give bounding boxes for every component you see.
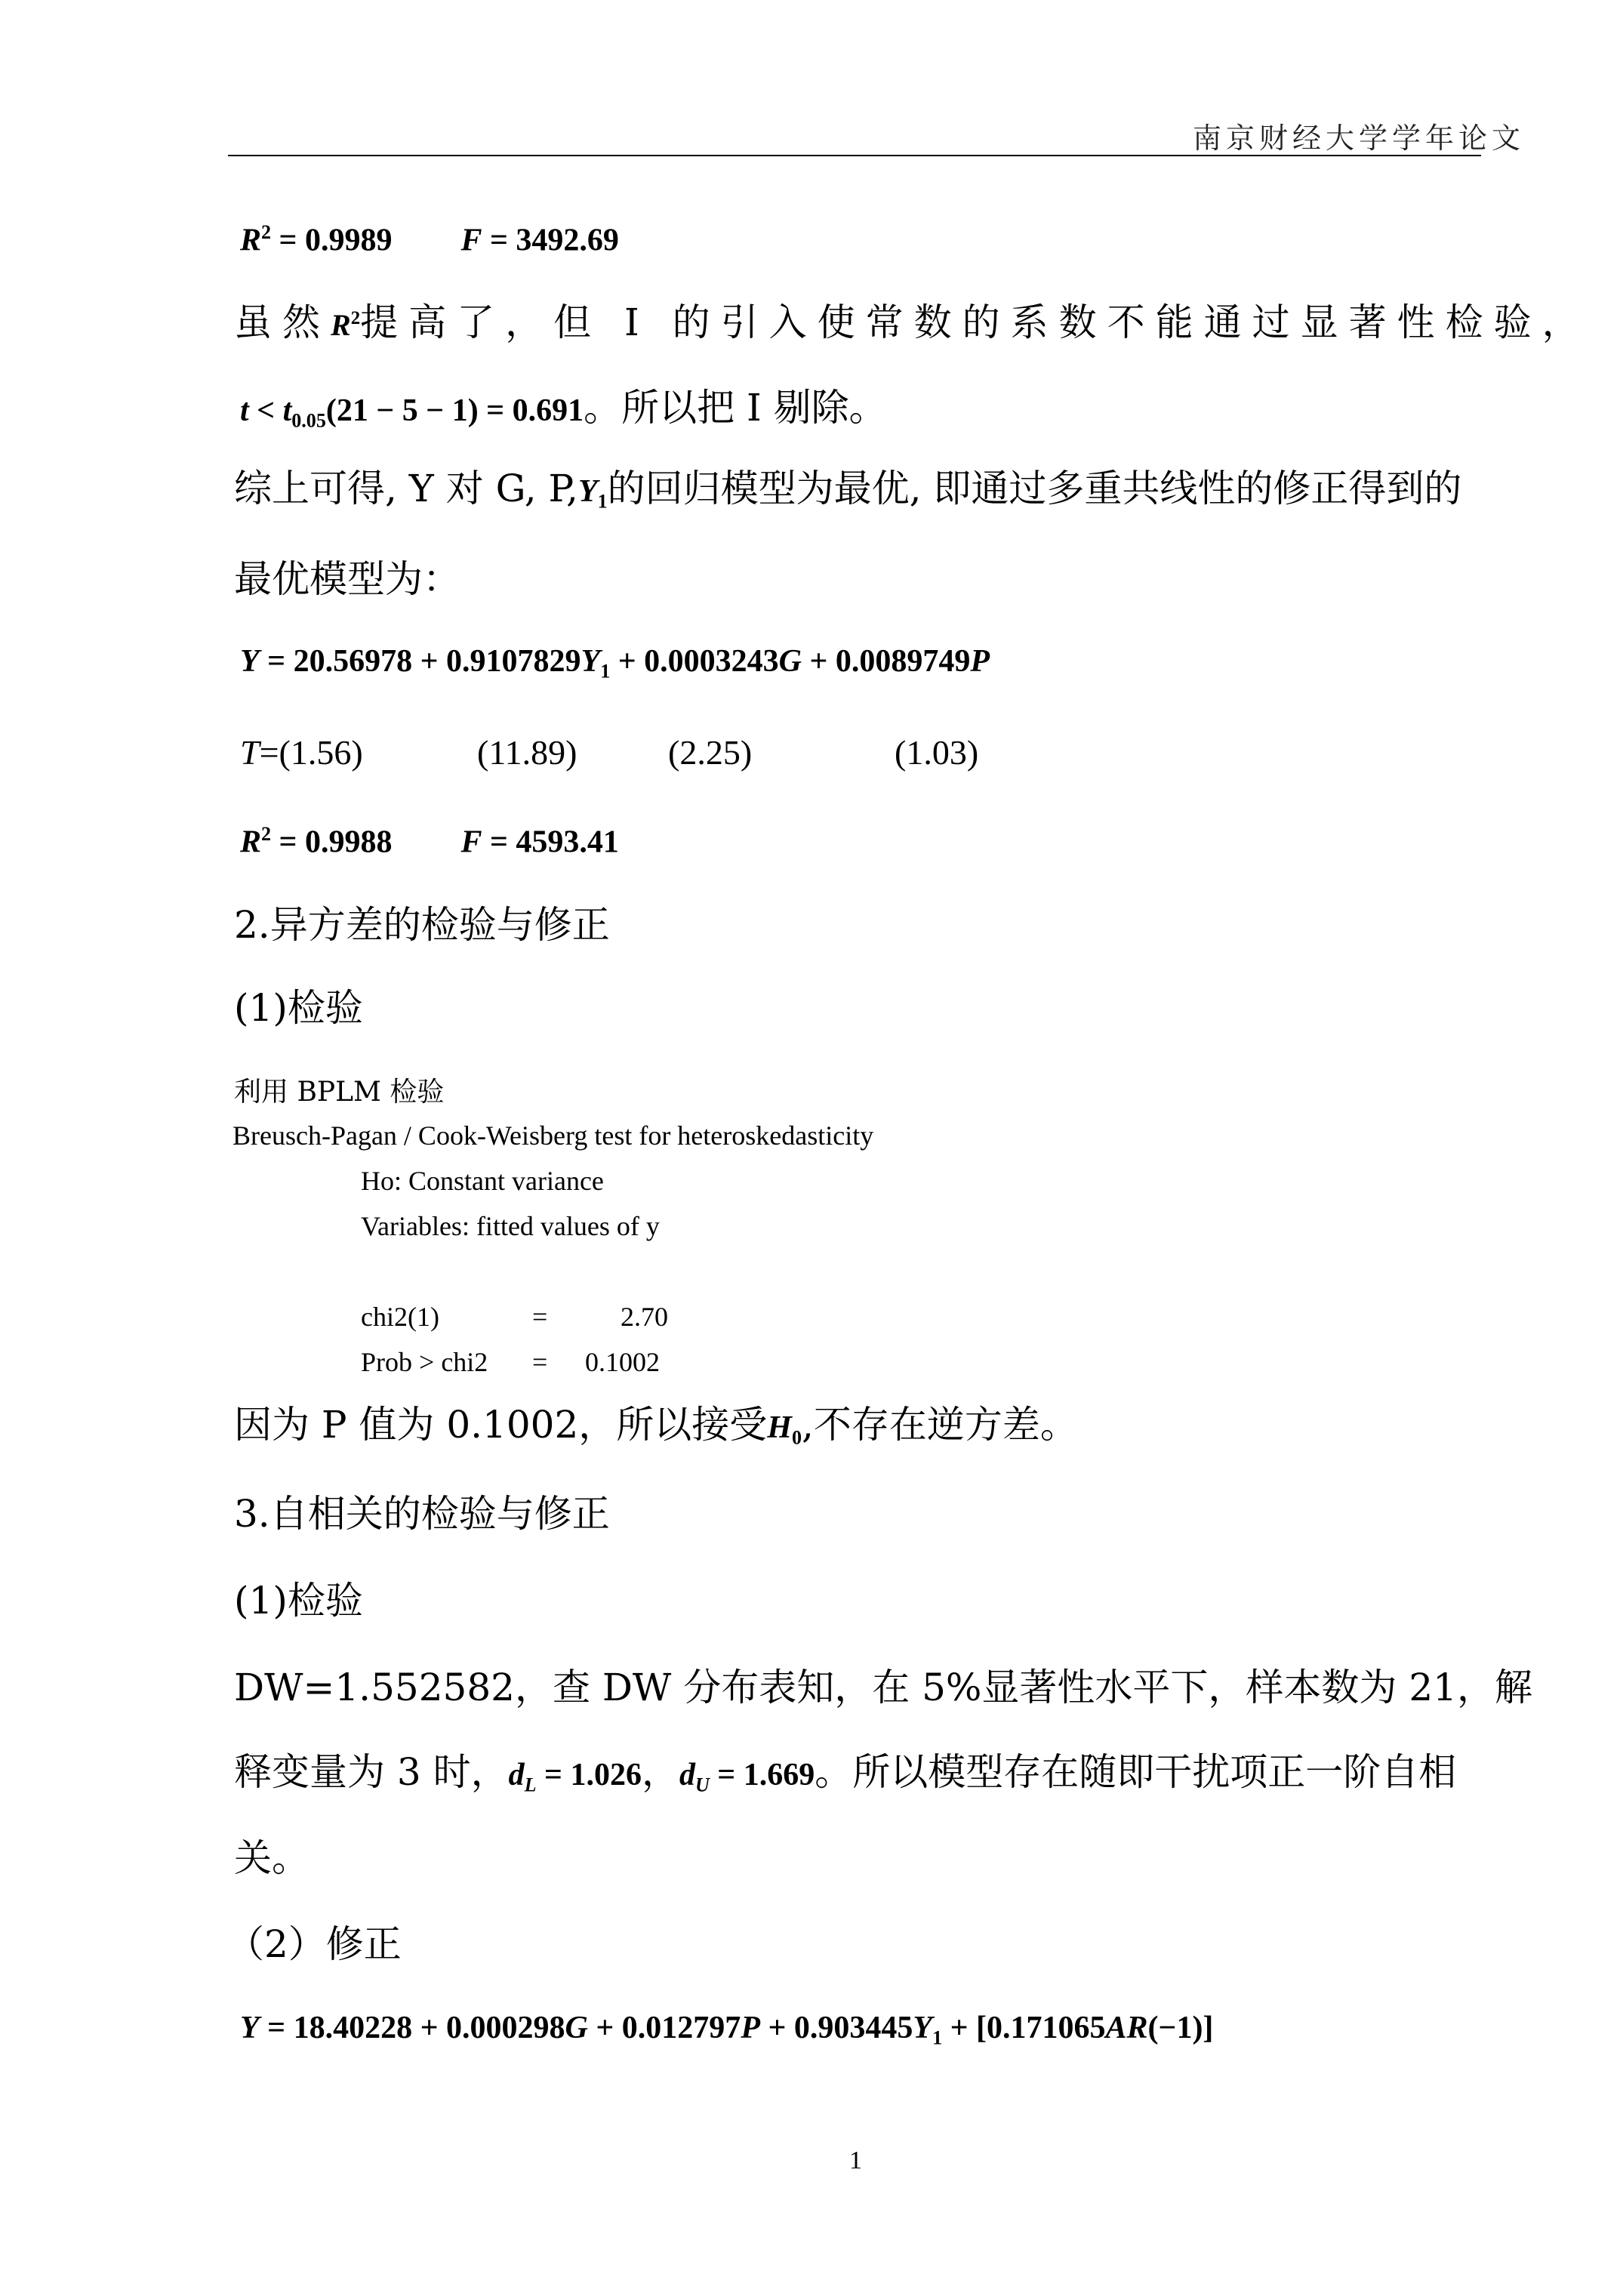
section-heading-heteroskedasticity: 2.异方差的检验与修正 (234, 903, 610, 947)
paragraph-remove-i-line1: 虽然$R^2$提高了，但 I 的引入使常数的系数不能通过显著性检验， (234, 300, 1591, 344)
t-statistic-2: (11.89) (477, 733, 577, 772)
paragraph-optimal-model-line2: 最优模型为： (234, 557, 460, 601)
equation-model2: $Y = 18.40228 + 0.000298G + 0.012797P + 0.903445Y_1 + [0.171065AR(-1)]$ (240, 2011, 1214, 2049)
t-statistics-row: T=(1.56) (240, 733, 363, 772)
bplm-prob-eq: = (532, 1347, 548, 1377)
subheading-correction: （2）修正 (226, 1922, 402, 1966)
bplm-prob-label: Prob > chi2 (361, 1347, 488, 1377)
equation-r2-f-model1: $R^2 = 0.9988$ F = 4593.41 (240, 823, 619, 860)
bplm-variables: Variables: fitted values of y (361, 1211, 660, 1241)
paragraph-dw-line3: 关。 (234, 1836, 310, 1880)
bplm-chi2-label: chi2(1) (361, 1302, 439, 1332)
t-statistic-4: (1.03) (895, 733, 979, 772)
bplm-prob-value: 0.1002 (585, 1347, 660, 1377)
paragraph-remove-i-line2: $t < t_{0.05}(21 - 5 - 1) = 0.691$。所以把 I 剔除。 (240, 386, 887, 432)
bplm-test-title: Breusch-Pagan / Cook-Weisberg test for heteroskedasticity (233, 1120, 874, 1151)
header-rule (228, 155, 1481, 156)
paragraph-accept-h0: 因为 P 值为 0.1002，所以接受$H_0$,不存在逆方差。 (234, 1403, 1078, 1449)
subheading-test-2: (1)检验 (234, 1579, 363, 1623)
paragraph-dw-line2: 释变量为 3 时，$d_L = 1.026$，$d_U = 1.669$。所以模型存在随即干扰项正一阶自相 (234, 1750, 1457, 1796)
section-heading-autocorrelation: 3.自相关的检验与修正 (234, 1492, 610, 1536)
t-statistic-3: (2.25) (668, 733, 753, 772)
bplm-chi2-value: 2.70 (621, 1302, 668, 1332)
bplm-null-hypothesis: Ho: Constant variance (361, 1166, 604, 1196)
bplm-intro: 利用 BPLM 检验 (234, 1077, 445, 1108)
bplm-chi2-eq: = (532, 1302, 548, 1332)
paragraph-dw-line1: DW=1.552582，查 DW 分布表知，在 5%显著性水平下，样本数为 21，解 (234, 1666, 1532, 1709)
page-number: 1 (849, 2147, 862, 2174)
paragraph-optimal-model-line1: 综上可得, Y 对 G, $P,Y_1$的回归模型为最优, 即通过多重共线性的修正得到的 (234, 467, 1462, 513)
equation-r2-f-prev: $R^2 = 0.9989$ F = 3492.69 (240, 221, 619, 258)
running-header: 南京财经大学学年论文 (1193, 122, 1526, 155)
equation-model1: $Y = 20.56978 + 0.9107829Y_1 + 0.0003243G + 0.0089749P$ (240, 644, 990, 683)
subheading-test-1: (1)检验 (234, 986, 363, 1030)
